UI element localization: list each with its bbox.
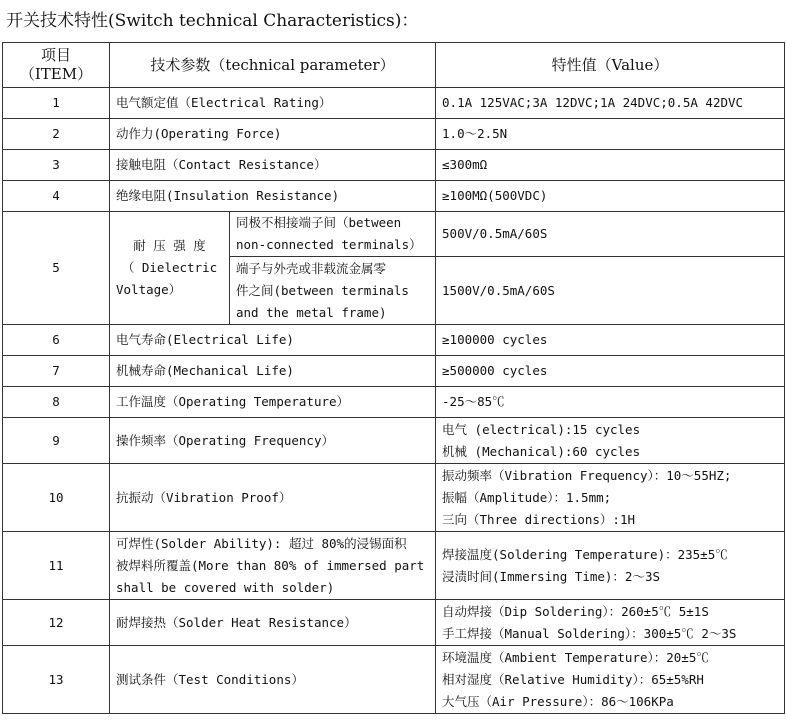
value-line: 相对湿度（Relative Humidity）：65±5%RH — [442, 671, 704, 687]
value-line: 手工焊接（Manual Soldering）：300±5℃ 2～3S — [442, 625, 737, 641]
dielectric-label-en-2: Voltage） — [116, 282, 182, 297]
header-value: 特性值（Value） — [436, 43, 785, 88]
table-row — [3, 356, 785, 387]
item-number: 8 — [3, 387, 110, 418]
item-number: 5 — [3, 212, 110, 325]
value-cell: -25～85℃ — [436, 387, 785, 418]
value-line: 振动频率（Vibration Frequency）：10～55HZ; — [442, 467, 732, 483]
value-cell: 1.0～2.5N — [436, 119, 785, 150]
value-cell: 500V/0.5mA/60S — [436, 212, 785, 257]
item-number: 11 — [3, 532, 110, 600]
value-line: 环境温度（Ambient Temperature）：20±5℃ — [442, 649, 709, 665]
item-number: 6 — [3, 325, 110, 356]
dielectric-label-cn: 耐 压 强 度 — [133, 238, 206, 253]
table-row — [3, 88, 785, 119]
value-cell: ≤300mΩ — [436, 150, 785, 181]
parameter-cell: 耐焊接热（Solder Heat Resistance） — [110, 600, 436, 646]
parameter-cell: 操作频率（Operating Frequency） — [110, 418, 436, 464]
item-number: 3 — [3, 150, 110, 181]
parameter-line: shall be covered with solder) — [116, 579, 335, 595]
parameter-cell: 电气寿命(Electrical Life) — [110, 325, 436, 356]
item-number: 4 — [3, 181, 110, 212]
value-cell — [436, 418, 785, 464]
parameter-cell: 测试条件（Test Conditions） — [110, 646, 436, 714]
parameter-cell — [110, 532, 436, 600]
value-line: 机械 (Mechanical):60 cycles — [442, 443, 641, 459]
value-line: 自动焊接（Dip Soldering）：260±5℃ 5±1S — [442, 603, 709, 619]
header-row — [3, 43, 785, 88]
value-cell: ≥100000 cycles — [436, 325, 785, 356]
parameter-cell: 抗振动（Vibration Proof） — [110, 464, 436, 532]
parameter-cell: 绝缘电阻(Insulation Resistance) — [110, 181, 436, 212]
table-row — [3, 212, 785, 257]
value-line: 三向（Three directions）:1H — [442, 511, 636, 527]
item-number: 7 — [3, 356, 110, 387]
value-cell — [436, 646, 785, 714]
value-cell: 0.1A 125VAC;3A 12DVC;1A 24DVC;0.5A 42DVC — [436, 88, 785, 119]
table-row — [3, 387, 785, 418]
item-number: 9 — [3, 418, 110, 464]
sub-parameter-line: and the metal frame) — [236, 304, 387, 320]
parameter-cell: 动作力(Operating Force) — [110, 119, 436, 150]
value-cell — [436, 464, 785, 532]
parameter-cell: 工作温度（Operating Temperature） — [110, 387, 436, 418]
header-item-cn: 项目 — [40, 46, 71, 64]
value-cell — [436, 600, 785, 646]
table-row — [3, 119, 785, 150]
value-line: 浸渍时间(Immersing Time)：2～3S — [442, 568, 661, 584]
table-row — [3, 325, 785, 356]
sub-parameter-line: non-connected terminals） — [236, 237, 422, 252]
parameter-cell: 电气额定值（Electrical Rating） — [110, 88, 436, 119]
dielectric-label-en-1: （ Dielectric — [121, 260, 218, 275]
item-number: 2 — [3, 119, 110, 150]
value-cell: ≥100MΩ(500VDC) — [436, 181, 785, 212]
value-cell: ≥500000 cycles — [436, 356, 785, 387]
table-row — [3, 150, 785, 181]
table-row — [3, 600, 785, 646]
value-cell: 1500V/0.5mA/60S — [436, 257, 785, 325]
header-item-en: （ITEM） — [19, 65, 93, 83]
header-item — [3, 43, 110, 88]
table-row — [3, 464, 785, 532]
value-line: 焊接温度(Soldering Temperature)：235±5℃ — [442, 546, 728, 562]
parameter-line: 被焊料所覆盖(More than 80% of immersed part — [116, 557, 425, 573]
item-number: 1 — [3, 88, 110, 119]
sub-parameter-line: 件之间(between terminals — [236, 282, 409, 298]
dielectric-label — [110, 212, 230, 325]
table-row — [3, 646, 785, 714]
table-row — [3, 181, 785, 212]
sub-parameter-cell — [230, 212, 436, 257]
header-parameter: 技术参数（technical parameter） — [110, 43, 436, 88]
value-line: 电气 (electrical):15 cycles — [442, 421, 641, 437]
value-line: 大气压（Air Pressure）：86～106KPa — [442, 693, 674, 709]
sub-parameter-line: 同极不相接端子间（between — [236, 215, 402, 230]
table-row — [3, 532, 785, 600]
sub-parameter-line: 端子与外壳或非载流金属零 — [236, 260, 387, 276]
value-cell — [436, 532, 785, 600]
value-line: 振幅（Amplitude）：1.5mm; — [442, 489, 612, 505]
switch-characteristics-table — [2, 42, 785, 714]
sub-parameter-cell — [230, 257, 436, 325]
parameter-cell: 机械寿命(Mechanical Life) — [110, 356, 436, 387]
page-title: 开关技术特性(Switch technical Characteristics)： — [6, 11, 419, 31]
item-number: 13 — [3, 646, 110, 714]
item-number: 10 — [3, 464, 110, 532]
table-row — [3, 418, 785, 464]
item-number: 12 — [3, 600, 110, 646]
parameter-line: 可焊性(Solder Ability): 超过 80%的浸锡面积 — [116, 535, 407, 551]
parameter-cell: 接触电阻（Contact Resistance） — [110, 150, 436, 181]
